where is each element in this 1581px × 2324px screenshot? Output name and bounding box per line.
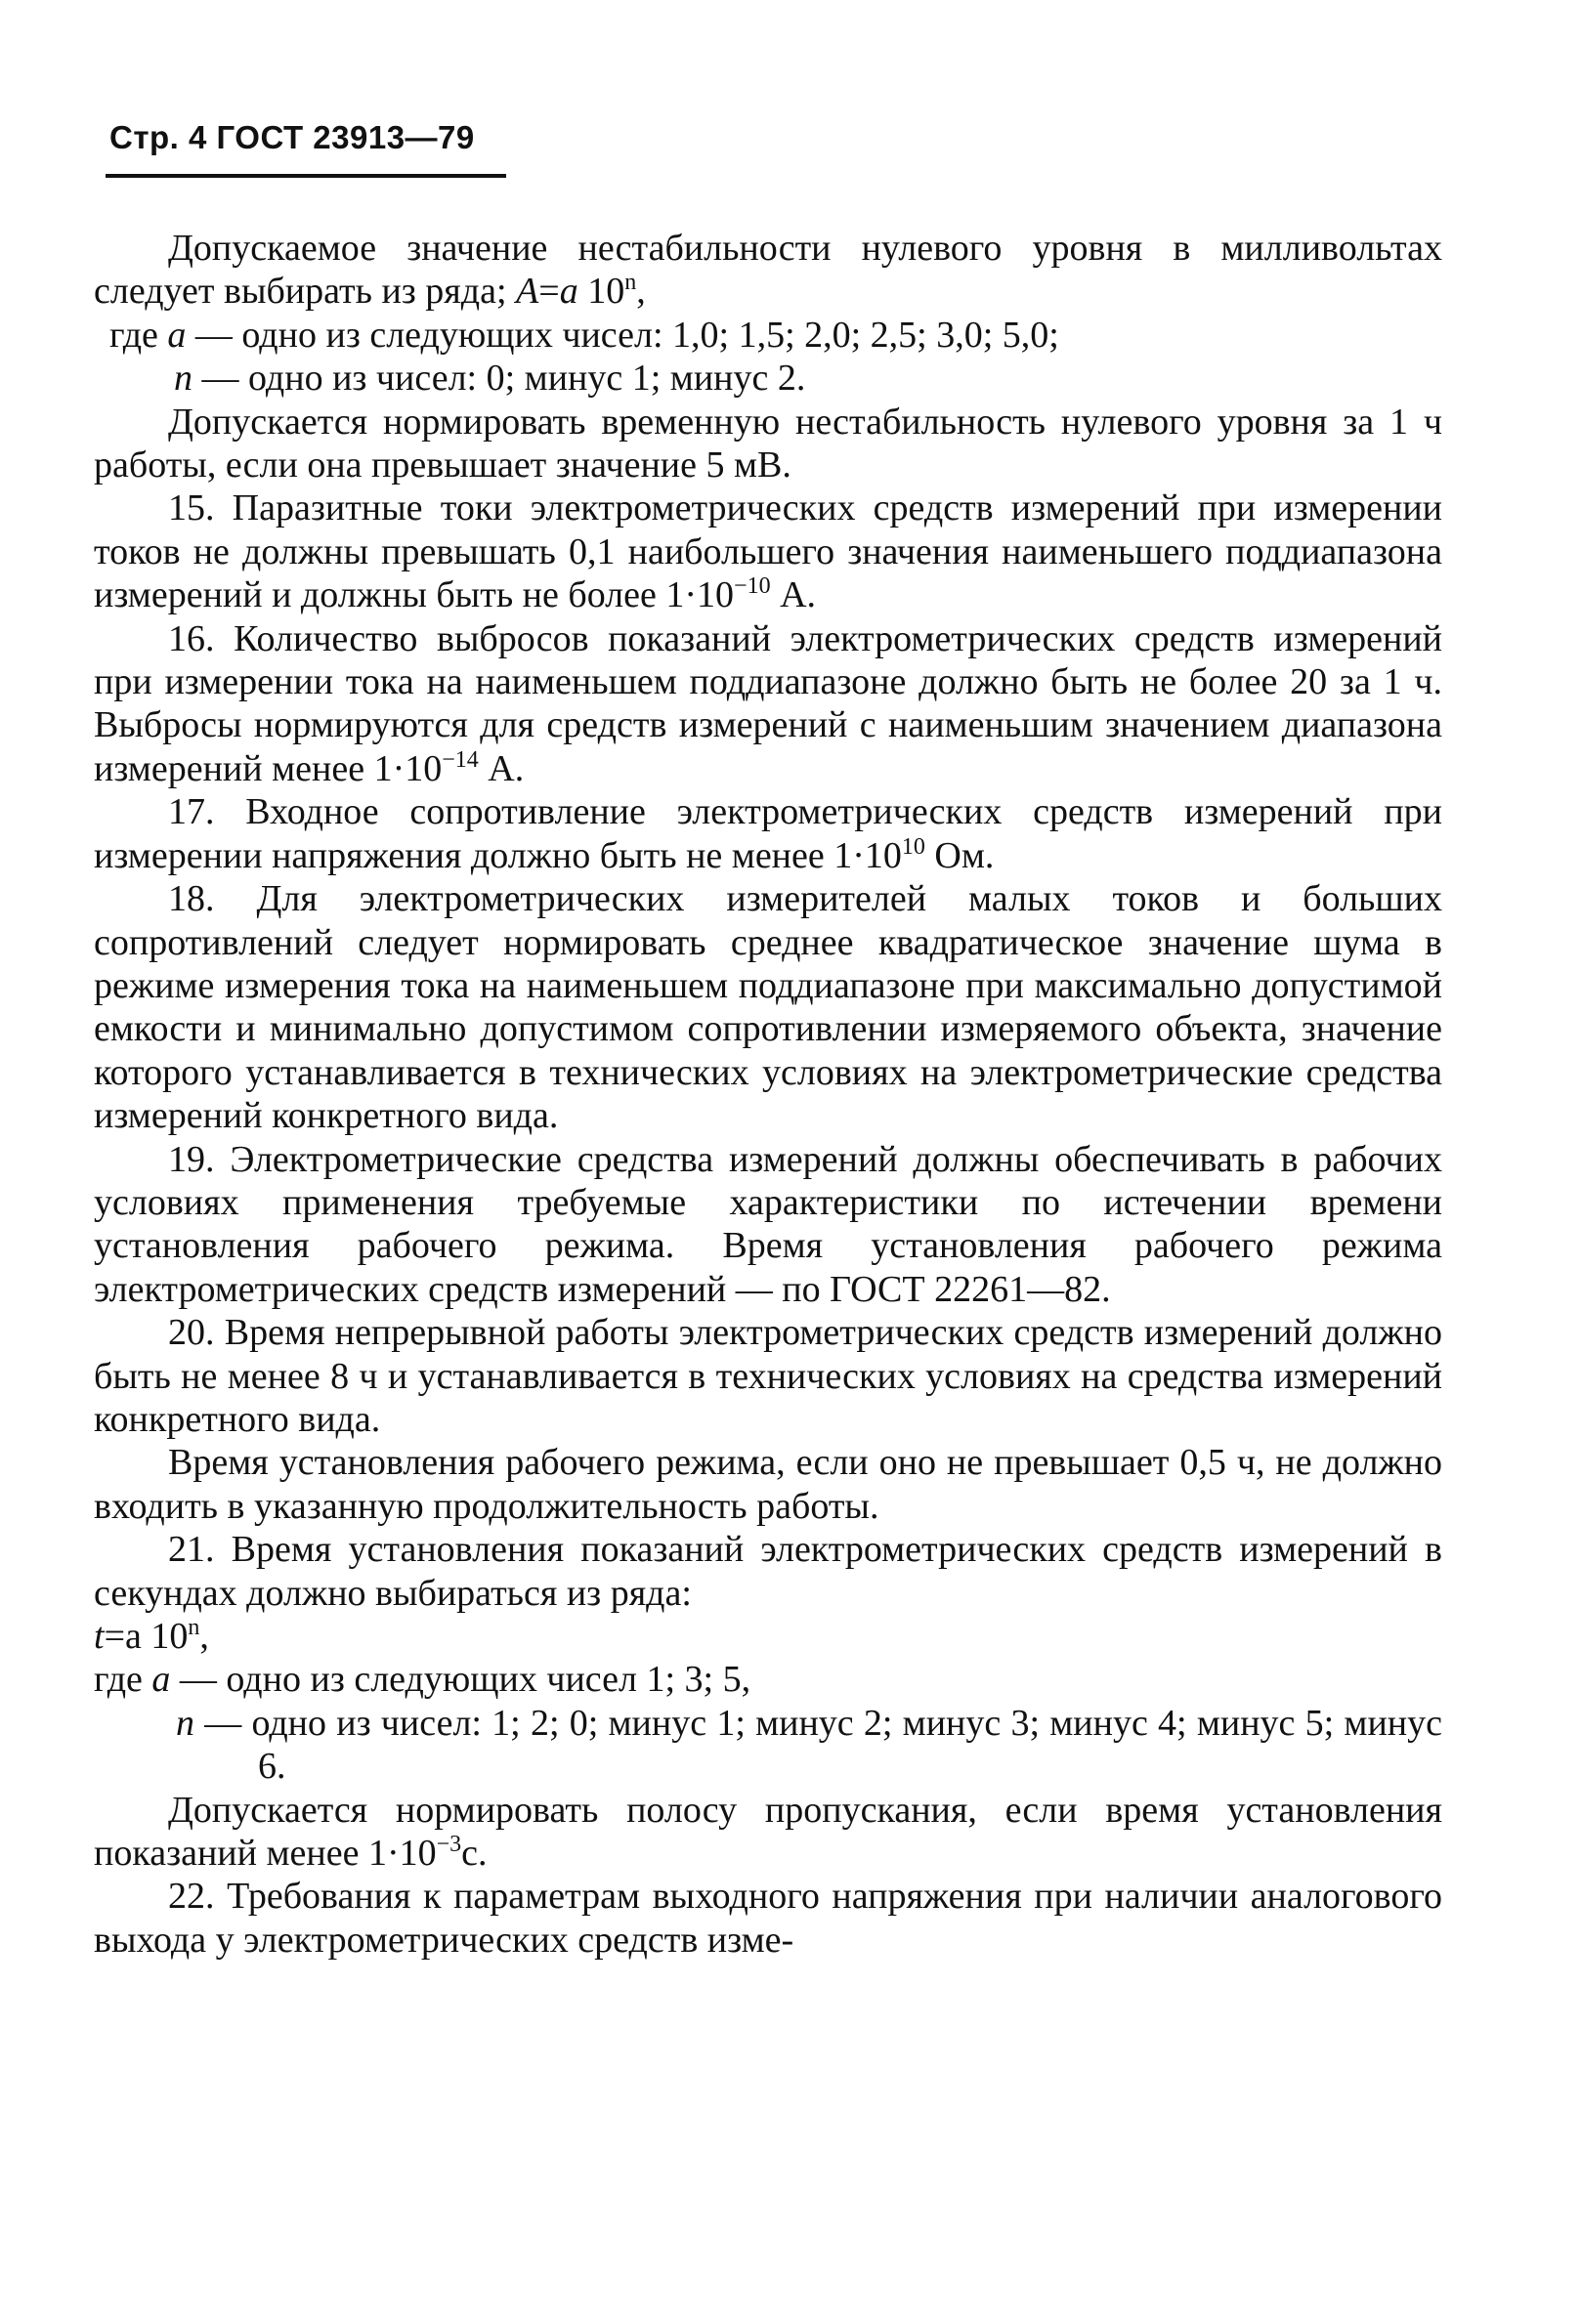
formula-where-a: где a — одно из следующих чисел: 1,0; 1,5; 2,0; 2,5; 3,0; 5,0; <box>109 314 1059 356</box>
paragraph-22: 22. Требования к параметрам выходного напряжения при наличии аналогового выхода у электрометрических средств изме- <box>94 1876 1442 1961</box>
paragraph-zero-level-instability: Допускаемое значение нестабильности нулевого уровня в милливольтах следует выбирать из ряда; A=a 10$^n$, <box>94 228 1442 313</box>
formula-response-time: t=a 10$^n$, <box>94 1615 209 1657</box>
paragraph-15: 15. Паразитные токи электрометрических средств измерений при измерении токов не должны превышать 0,1 наибольшего значения наименьшего поддиапазона измерений и должны быть не более $1\cdot 10^{-10}$ А. <box>94 487 1442 616</box>
paragraph-19: 19. Электрометрические средства измерений должны обеспечивать в рабочих условиях применения требуемые характеристики по истечении времени установления рабочего режима. Время установления рабочего режима электрометрических средств измерений — по ГОСТ 22261—82. <box>94 1138 1442 1310</box>
formula2-where-n: n — одно из чисел: 1; 2; 0; минус 1; минус 2; минус 3; минус 4; минус 5; минус 6. <box>176 1702 1442 1788</box>
paragraph-18: 18. Для электрометрических измерителей малых токов и больших сопротивлений следует нормировать среднее квадратическое значение шума в режиме измерения тока на наименьшем поддиапазоне при максимально допустимой емкости и минимально допустимом сопротивлении измеряемого объекта, значение которого устанавливается в технических условиях на электрометрические средства измерений конкретного вида. <box>94 878 1442 1137</box>
paragraph-temporal-instability: Допускается нормировать временную нестабильность нулевого уровня за 1 ч работы, если она превышает значение 5 мВ. <box>94 401 1442 486</box>
page-header: Стр. 4 ГОСТ 23913—79 <box>109 119 475 155</box>
header-rule <box>106 174 506 178</box>
paragraph-16: 16. Количество выбросов показаний электрометрических средств измерений при измерении тока на наименьшем поддиапазоне должно быть не более 20 за 1 ч. Выбросы нормируются для средств измерений с наименьшим значением диапазона измерений менее $1\cdot 10^{-14}$ А. <box>94 617 1442 789</box>
paragraph-21: 21. Время установления показаний электрометрических средств измерений в секундах должно выбираться из ряда: <box>94 1529 1442 1614</box>
formula2-where-a: где a — одно из следующих чисел 1; 3; 5, <box>94 1659 751 1701</box>
paragraph-20-note: Время установления рабочего режима, если оно не превышает 0,5 ч, не должно входить в указанную продолжительность работы. <box>94 1442 1442 1527</box>
paragraph-bandwidth: Допускается нормировать полосу пропускания, если время установления показаний менее $1\cdot 10^{-3}с$. <box>94 1789 1442 1875</box>
formula-where-n: n — одно из чисел: 0; минус 1; минус 2. <box>174 358 806 400</box>
paragraph-20: 20. Время непрерывной работы электрометрических средств измерений должно быть не менее 8 ч и устанавливается в технических условиях на средства измерений конкретного вида. <box>94 1312 1442 1440</box>
paragraph-17: 17. Входное сопротивление электрометрических средств измерений при измерении напряжения должно быть не менее $1\cdot 10^{10}$ Ом. <box>94 791 1442 876</box>
document-body <box>94 227 1442 1962</box>
